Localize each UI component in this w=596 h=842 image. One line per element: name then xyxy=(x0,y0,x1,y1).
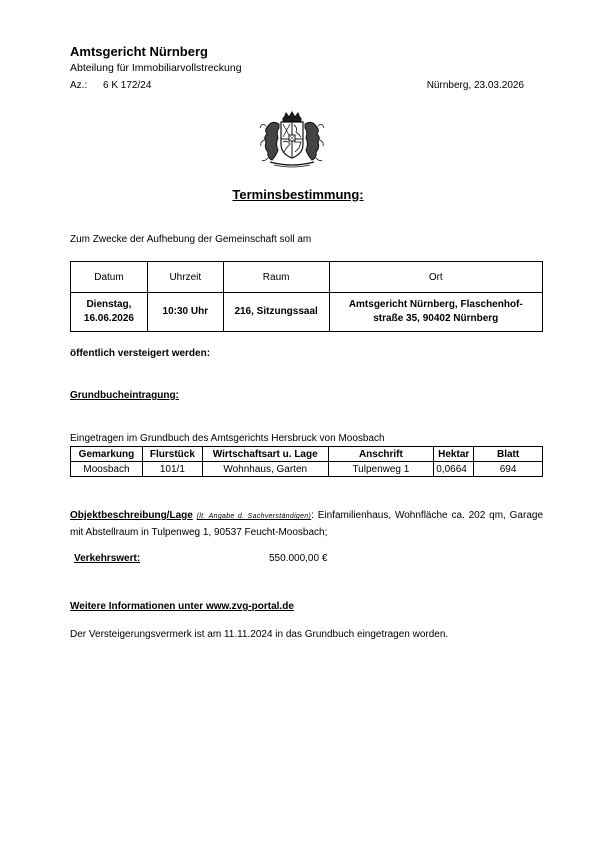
column-header: Hektar xyxy=(434,447,474,462)
table-cell: Wohnhaus, Garten xyxy=(202,462,328,477)
market-value-label: Verkehrswert: xyxy=(74,553,141,564)
table-cell: Tulpenweg 1 xyxy=(328,462,434,477)
appointment-row xyxy=(71,293,543,332)
date-value: 16.06.2026 xyxy=(83,313,134,324)
intro-text: Zum Zwecke der Aufhebung der Gemeinschaft soll am xyxy=(70,234,312,245)
column-header: Raum xyxy=(223,262,329,293)
table-row xyxy=(71,462,543,477)
appointment-table xyxy=(70,261,543,332)
auction-statement: öffentlich versteigert werden: xyxy=(70,348,211,359)
date-weekday: Dienstag, xyxy=(86,299,132,310)
column-header: Gemarkung xyxy=(71,447,143,462)
column-header: Ort xyxy=(329,262,542,293)
registration-note: Der Versteigerungsvermerk ist am 11.11.2024 in das Grundbuch eingetragen worden. xyxy=(70,629,449,640)
object-description-text: : Einfamilienhaus, Wohnfläche ca. 202 qm, Garage mit Abstellraum in Tulpenweg 1, 90537 Feucht-Moosbach; xyxy=(70,510,544,538)
appointment-time: 10:30 Uhr xyxy=(147,293,223,332)
land-register-intro: Eingetragen im Grundbuch des Amtsgerichts Hersbruck von Moosbach xyxy=(70,433,385,444)
table-cell: 101/1 xyxy=(142,462,202,477)
column-header: Wirtschaftsart u. Lage xyxy=(202,447,328,462)
column-header: Datum xyxy=(71,262,148,293)
column-header: Blatt xyxy=(474,447,543,462)
column-header: Anschrift xyxy=(328,447,434,462)
object-description-note: (lt. Angabe d. Sachverständigen) xyxy=(196,513,312,520)
land-register-header-row xyxy=(71,447,543,462)
department: Abteilung für Immobiliarvollstreckung xyxy=(70,62,242,74)
appointment-place xyxy=(329,293,542,332)
place-date: Nürnberg, 23.03.2026 xyxy=(426,80,524,91)
appointment-room: 216, Sitzungssaal xyxy=(223,293,329,332)
land-register-table xyxy=(70,446,543,477)
case-number: 6 K 172/24 xyxy=(103,80,152,91)
appointment-date xyxy=(71,293,148,332)
object-description-label: Objektbeschreibung/Lage xyxy=(70,510,193,521)
land-register-heading: Grundbucheintragung: xyxy=(70,390,179,401)
place-line: Amtsgericht Nürnberg, Flaschenhof- xyxy=(348,299,523,310)
court-name: Amtsgericht Nürnberg xyxy=(70,44,208,59)
table-cell: 694 xyxy=(474,462,543,477)
more-info-link[interactable]: Weitere Informationen unter www.zvg-portal.de xyxy=(70,601,294,612)
object-description xyxy=(70,508,543,541)
table-cell: Moosbach xyxy=(71,462,143,477)
market-value: 550.000,00 € xyxy=(269,553,328,564)
table-cell: 0,0664 xyxy=(434,462,474,477)
case-number-label: Az.: xyxy=(70,80,88,91)
place-line: straße 35, 90402 Nürnberg xyxy=(373,313,499,324)
column-header: Flurstück xyxy=(142,447,202,462)
appointment-header-row xyxy=(71,262,543,293)
bavarian-coat-of-arms-icon xyxy=(258,110,326,168)
column-header: Uhrzeit xyxy=(147,262,223,293)
page-title: Terminsbestimmung: xyxy=(232,187,364,202)
